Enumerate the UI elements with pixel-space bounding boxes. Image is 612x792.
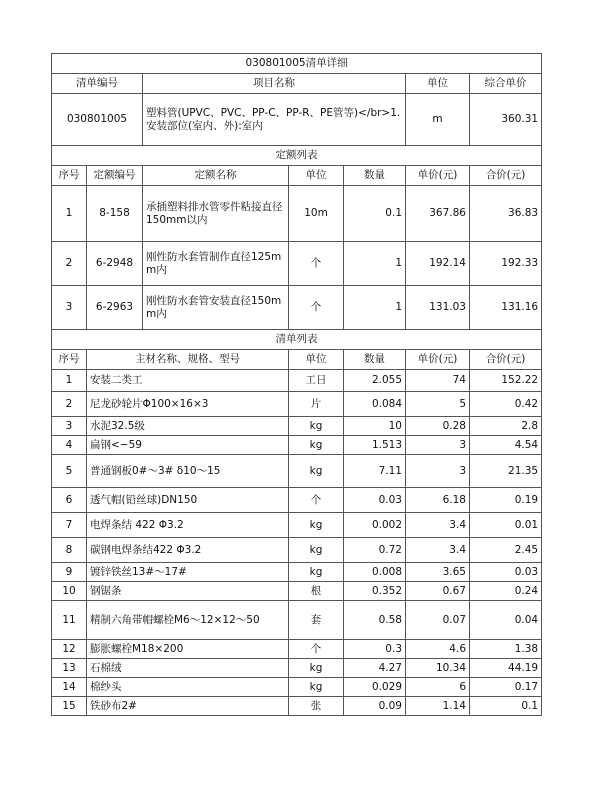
- material-unit: 工日: [289, 370, 344, 392]
- material-unit-price: 3: [406, 436, 470, 455]
- material-name: 钢锯条: [87, 582, 289, 601]
- material-unit-price: 0.28: [406, 417, 470, 436]
- material-seq: 13: [52, 659, 87, 678]
- material-unit: kg: [289, 417, 344, 436]
- material-unit-price-header: 单价(元): [406, 350, 470, 370]
- material-seq: 5: [52, 455, 87, 488]
- material-unit: 片: [289, 392, 344, 417]
- material-row: [52, 455, 542, 488]
- quota-seq: 1: [52, 186, 87, 242]
- material-name: 镀锌铁丝13#～17#: [87, 563, 289, 582]
- material-total: 2.45: [470, 538, 542, 563]
- item-price: 360.31: [470, 94, 542, 146]
- material-unit: kg: [289, 563, 344, 582]
- material-total: 21.35: [470, 455, 542, 488]
- material-qty: 2.055: [344, 370, 406, 392]
- material-seq: 11: [52, 601, 87, 640]
- material-qty: 0.029: [344, 678, 406, 697]
- material-unit-price: 5: [406, 392, 470, 417]
- quota-seq: 3: [52, 286, 87, 330]
- material-row: [52, 563, 542, 582]
- material-name: 普通钢板0#～3# δ10～15: [87, 455, 289, 488]
- material-total: 0.42: [470, 392, 542, 417]
- material-total: 2.8: [470, 417, 542, 436]
- quota-unit: 个: [289, 242, 344, 286]
- material-seq: 12: [52, 640, 87, 659]
- material-total: 4.54: [470, 436, 542, 455]
- item-code: 030801005: [52, 94, 143, 146]
- material-unit-price: 3.4: [406, 538, 470, 563]
- material-row: [52, 488, 542, 513]
- material-qty: 1.513: [344, 436, 406, 455]
- material-total: 0.04: [470, 601, 542, 640]
- quota-row: [52, 286, 542, 330]
- item-unit: m: [406, 94, 470, 146]
- quota-unit-price: 192.14: [406, 242, 470, 286]
- material-unit: 张: [289, 697, 344, 716]
- detail-table: [51, 53, 542, 716]
- material-name: 铁砂布2#: [87, 697, 289, 716]
- material-total: 0.17: [470, 678, 542, 697]
- material-row: [52, 513, 542, 538]
- quota-qty: 1: [344, 286, 406, 330]
- quota-section-title: 定额列表: [52, 146, 542, 166]
- material-total: 0.03: [470, 563, 542, 582]
- quota-total-header: 合价(元): [470, 166, 542, 186]
- quota-qty: 1: [344, 242, 406, 286]
- material-total: 0.19: [470, 488, 542, 513]
- material-seq: 2: [52, 392, 87, 417]
- material-qty: 7.11: [344, 455, 406, 488]
- material-unit: kg: [289, 513, 344, 538]
- quota-unit-price: 131.03: [406, 286, 470, 330]
- material-qty: 0.352: [344, 582, 406, 601]
- material-row: [52, 640, 542, 659]
- material-section-title: 清单列表: [52, 330, 542, 350]
- material-name: 安装二类工: [87, 370, 289, 392]
- material-row: [52, 392, 542, 417]
- material-unit-header: 单位: [289, 350, 344, 370]
- material-qty: 10: [344, 417, 406, 436]
- material-seq: 3: [52, 417, 87, 436]
- material-seq: 8: [52, 538, 87, 563]
- material-name: 棉纱头: [87, 678, 289, 697]
- material-unit-price: 4.6: [406, 640, 470, 659]
- material-qty: 0.3: [344, 640, 406, 659]
- material-row: [52, 601, 542, 640]
- material-row: [52, 417, 542, 436]
- material-name: 石棉绒: [87, 659, 289, 678]
- material-total: 0.01: [470, 513, 542, 538]
- material-total: 0.1: [470, 697, 542, 716]
- material-seq: 6: [52, 488, 87, 513]
- quota-total: 192.33: [470, 242, 542, 286]
- material-seq: 10: [52, 582, 87, 601]
- material-unit-price: 74: [406, 370, 470, 392]
- material-qty: 0.09: [344, 697, 406, 716]
- material-name: 碳钢电焊条结422 Φ3.2: [87, 538, 289, 563]
- quota-name: 刚性防水套管制作直径125mm内: [143, 242, 289, 286]
- material-total-header: 合价(元): [470, 350, 542, 370]
- quota-unit-price-header: 单价(元): [406, 166, 470, 186]
- quota-unit-header: 单位: [289, 166, 344, 186]
- material-name: 水泥32.5级: [87, 417, 289, 436]
- quota-unit: 10m: [289, 186, 344, 242]
- material-seq: 1: [52, 370, 87, 392]
- item-price-header: 综合单价: [470, 74, 542, 94]
- quota-row: [52, 242, 542, 286]
- material-row: [52, 436, 542, 455]
- material-unit: kg: [289, 436, 344, 455]
- item-name-header: 项目名称: [143, 74, 406, 94]
- quota-code: 8-158: [87, 186, 143, 242]
- material-qty: 0.03: [344, 488, 406, 513]
- material-name: 扁钢<−59: [87, 436, 289, 455]
- quota-name-header: 定额名称: [143, 166, 289, 186]
- material-seq: 9: [52, 563, 87, 582]
- material-row: [52, 538, 542, 563]
- material-total: 152.22: [470, 370, 542, 392]
- table-title: 030801005清单详细: [52, 54, 542, 74]
- material-row: [52, 370, 542, 392]
- material-qty: 0.008: [344, 563, 406, 582]
- material-total: 0.24: [470, 582, 542, 601]
- quota-name: 刚性防水套管安装直径150mm内: [143, 286, 289, 330]
- material-total: 44.19: [470, 659, 542, 678]
- material-row: [52, 678, 542, 697]
- material-unit-price: 0.07: [406, 601, 470, 640]
- quota-code: 6-2963: [87, 286, 143, 330]
- material-qty: 0.084: [344, 392, 406, 417]
- material-name-header: 主材名称、规格、型号: [87, 350, 289, 370]
- material-row: [52, 659, 542, 678]
- quota-row: [52, 186, 542, 242]
- material-name: 精制六角带帽螺栓M6～12×12～50: [87, 601, 289, 640]
- material-seq: 14: [52, 678, 87, 697]
- quota-unit-price: 367.86: [406, 186, 470, 242]
- material-name: 电焊条结 422 Φ3.2: [87, 513, 289, 538]
- material-unit-price: 1.14: [406, 697, 470, 716]
- quota-code: 6-2948: [87, 242, 143, 286]
- item-code-header: 清单编号: [52, 74, 143, 94]
- material-qty-header: 数量: [344, 350, 406, 370]
- quota-qty-header: 数量: [344, 166, 406, 186]
- quota-seq: 2: [52, 242, 87, 286]
- material-qty: 0.72: [344, 538, 406, 563]
- material-seq: 15: [52, 697, 87, 716]
- material-unit: kg: [289, 678, 344, 697]
- material-unit-price: 3.4: [406, 513, 470, 538]
- item-unit-header: 单位: [406, 74, 470, 94]
- material-name: 透气帽(铅丝球)DN150: [87, 488, 289, 513]
- quota-seq-header: 序号: [52, 166, 87, 186]
- quota-code-header: 定额编号: [87, 166, 143, 186]
- item-name: 塑料管(UPVC、PVC、PP-C、PP-R、PE管等)</br>1.安装部位(室内、外):室内: [143, 94, 406, 146]
- material-unit: 套: [289, 601, 344, 640]
- material-unit: 个: [289, 640, 344, 659]
- material-unit-price: 10.34: [406, 659, 470, 678]
- material-name: 尼龙砂轮片Φ100×16×3: [87, 392, 289, 417]
- material-qty: 0.002: [344, 513, 406, 538]
- material-row: [52, 697, 542, 716]
- quota-name: 承插塑料排水管零件粘接直径150mm以内: [143, 186, 289, 242]
- material-total: 1.38: [470, 640, 542, 659]
- material-unit-price: 6: [406, 678, 470, 697]
- material-unit-price: 6.18: [406, 488, 470, 513]
- material-name: 膨胀螺栓M18×200: [87, 640, 289, 659]
- material-unit: kg: [289, 538, 344, 563]
- material-qty: 0.58: [344, 601, 406, 640]
- material-unit: 个: [289, 488, 344, 513]
- material-unit-price: 3.65: [406, 563, 470, 582]
- quota-total: 36.83: [470, 186, 542, 242]
- material-unit: kg: [289, 659, 344, 678]
- material-seq-header: 序号: [52, 350, 87, 370]
- material-unit: kg: [289, 455, 344, 488]
- material-seq: 7: [52, 513, 87, 538]
- material-qty: 4.27: [344, 659, 406, 678]
- material-unit-price: 0.67: [406, 582, 470, 601]
- quota-total: 131.16: [470, 286, 542, 330]
- quota-qty: 0.1: [344, 186, 406, 242]
- quota-unit: 个: [289, 286, 344, 330]
- material-row: [52, 582, 542, 601]
- material-seq: 4: [52, 436, 87, 455]
- material-unit-price: 3: [406, 455, 470, 488]
- material-unit: 根: [289, 582, 344, 601]
